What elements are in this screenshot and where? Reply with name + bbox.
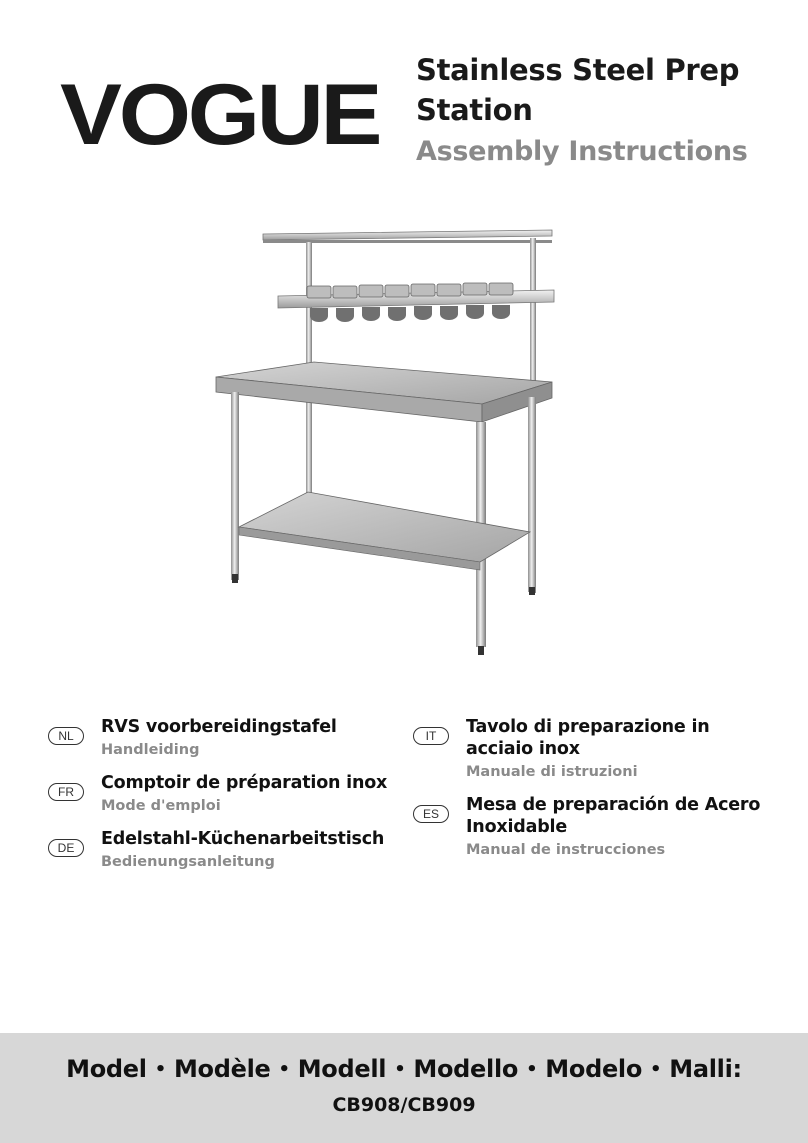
language-title: RVS voorbereidingstafel xyxy=(101,717,337,737)
bullet-separator: • xyxy=(394,1059,406,1080)
language-column-left xyxy=(48,716,398,872)
undershelf xyxy=(239,492,530,570)
language-title: Mesa de preparación de Acero Inoxidable xyxy=(466,795,761,837)
leg-front-left xyxy=(231,392,239,580)
page-title-line-2: Station xyxy=(416,93,533,127)
model-label: Modelo xyxy=(545,1055,643,1083)
language-title: Tavolo di preparazione in acciaio inox xyxy=(466,717,710,759)
language-entry-de xyxy=(48,828,398,872)
model-label: Modèle xyxy=(173,1055,271,1083)
leg-back-left xyxy=(306,407,312,497)
pan-shelf xyxy=(278,283,554,322)
language-subtitle: Mode d'emploi xyxy=(101,798,221,814)
bullet-separator: • xyxy=(526,1059,538,1080)
language-column-right xyxy=(413,716,763,860)
language-subtitle: Manual de instrucciones xyxy=(466,842,666,858)
language-code-badge: ES xyxy=(413,805,449,823)
brand-logo: VOGUE xyxy=(60,67,380,163)
page-subtitle: Assembly Instructions xyxy=(416,136,748,167)
leg-back-right xyxy=(528,397,536,592)
language-title: Comptoir de préparation inox xyxy=(101,773,388,793)
model-footer xyxy=(0,1033,808,1143)
model-codes: CB908/CB909 xyxy=(332,1094,476,1116)
bullet-separator: • xyxy=(278,1059,290,1080)
prep-station-illustration xyxy=(212,222,562,662)
language-entry-it xyxy=(413,716,766,782)
language-subtitle: Handleiding xyxy=(101,742,200,758)
model-label: Malli: xyxy=(669,1055,742,1083)
language-code-badge: DE xyxy=(48,839,84,857)
language-title: Edelstahl-Küchenarbeitstisch xyxy=(101,829,385,849)
model-labels xyxy=(0,1054,808,1087)
model-label: Modello xyxy=(413,1055,519,1083)
language-code-badge: FR xyxy=(48,783,84,801)
bullet-separator: • xyxy=(154,1059,166,1080)
language-code-badge: NL xyxy=(48,727,84,745)
page-title-line-1: Stainless Steel Prep xyxy=(416,53,740,87)
model-label: Model xyxy=(66,1055,147,1083)
language-entry-nl xyxy=(48,716,398,760)
language-code-badge: IT xyxy=(413,727,449,745)
bullet-separator: • xyxy=(650,1059,662,1080)
language-subtitle: Manuale di istruzioni xyxy=(466,764,638,780)
language-entry-es xyxy=(413,794,776,860)
header-title-block xyxy=(416,50,796,172)
language-subtitle: Bedienungsanleitung xyxy=(101,854,275,870)
model-label: Modell xyxy=(297,1055,387,1083)
worktop xyxy=(216,362,552,422)
language-entry-fr xyxy=(48,772,398,816)
top-shelf xyxy=(263,230,552,243)
